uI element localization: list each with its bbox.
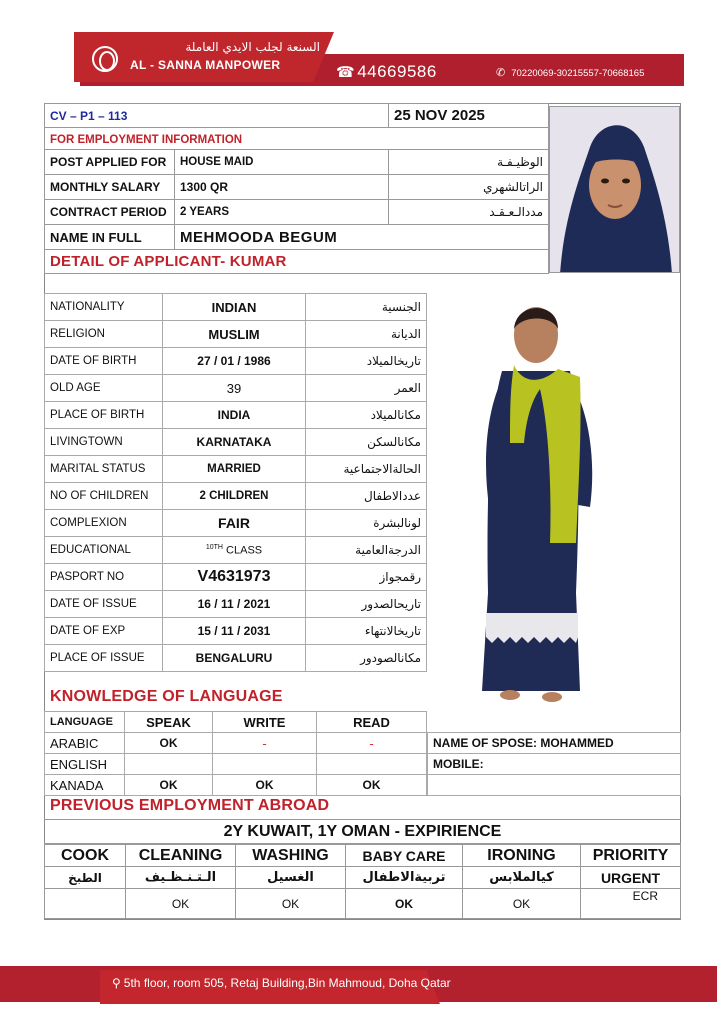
header-phone xyxy=(336,62,437,82)
post-applied-label: POST APPLIED FOR xyxy=(45,150,175,175)
detail-value: 16 / 11 / 2021 xyxy=(163,591,306,618)
contract-arabic: مددالـعـقـد xyxy=(389,200,549,225)
language-col-header: LANGUAGE xyxy=(45,712,125,733)
detail-row xyxy=(45,402,427,429)
company-name-arabic: السنعة لجلب الايدي العاملة xyxy=(185,40,320,54)
speak-col-header: SPEAK xyxy=(125,712,213,733)
skill-status: OK xyxy=(236,889,346,919)
detail-value: INDIAN xyxy=(163,294,306,321)
post-applied-value: HOUSE MAID xyxy=(175,150,389,175)
skill-name: BABY CARE xyxy=(346,845,463,867)
full-name-label: NAME IN FULL xyxy=(45,225,175,250)
detail-label: NO OF CHILDREN xyxy=(45,483,163,510)
salary-label: MONTHLY SALARY xyxy=(45,175,175,200)
head-photo-illustration xyxy=(550,107,680,273)
detail-row xyxy=(45,645,427,672)
language-row xyxy=(45,733,427,754)
priority-status: ECR xyxy=(581,889,681,919)
detail-value: 27 / 01 / 1986 xyxy=(163,348,306,375)
language-section-title: KNOWLEDGE OF LANGUAGE xyxy=(50,688,283,705)
detail-row xyxy=(45,429,427,456)
telephone-icon: ☎ xyxy=(336,64,356,81)
detail-value: 2 CHILDREN xyxy=(163,483,306,510)
contract-value: 2 YEARS xyxy=(175,200,389,225)
skill-name: PRIORITY xyxy=(581,845,681,867)
detail-value: V4631973 xyxy=(163,564,306,591)
detail-label: RELIGION xyxy=(45,321,163,348)
write-col-header: WRITE xyxy=(213,712,317,733)
detail-value: MARRIED xyxy=(163,456,306,483)
detail-label: OLD AGE xyxy=(45,375,163,402)
language-header-row xyxy=(45,712,427,733)
applicant-head-photo xyxy=(549,106,680,273)
detail-arabic: العمر xyxy=(306,375,427,402)
detail-applicant-title: DETAIL OF APPLICANT- KUMAR xyxy=(45,250,549,274)
skill-arabic: تربيةالاطفال xyxy=(346,867,463,889)
language-row xyxy=(45,754,427,775)
skills-ar-row xyxy=(45,867,681,889)
language-write: OK xyxy=(213,775,317,796)
detail-label: MARITAL STATUS xyxy=(45,456,163,483)
mobile-phone-icon: ✆ xyxy=(496,67,506,79)
detail-arabic: مكانالصودور xyxy=(306,645,427,672)
detail-arabic: تاريحالصدور xyxy=(306,591,427,618)
skills-en-row xyxy=(45,845,681,867)
detail-arabic: الديانة xyxy=(306,321,427,348)
detail-row xyxy=(45,618,427,645)
detail-value xyxy=(163,537,306,564)
language-speak: OK xyxy=(125,775,213,796)
skill-name: WASHING xyxy=(236,845,346,867)
language-read: - xyxy=(317,733,427,754)
language-write: - xyxy=(213,733,317,754)
skill-arabic: الطبخ xyxy=(45,867,126,889)
detail-value: 15 / 11 / 2031 xyxy=(163,618,306,645)
skills-status-row xyxy=(45,889,681,919)
spouse-mobile: MOBILE: xyxy=(428,754,681,775)
company-header xyxy=(44,30,684,90)
skill-status: OK xyxy=(346,889,463,919)
language-speak xyxy=(125,754,213,775)
detail-label: EDUCATIONAL xyxy=(45,537,163,564)
detail-row xyxy=(45,483,427,510)
detail-row xyxy=(45,294,427,321)
cv-reference: CV – P1 – 113 xyxy=(45,104,389,128)
detail-arabic: الجنسية xyxy=(306,294,427,321)
skill-arabic: الـتـنـظـيف xyxy=(126,867,236,889)
detail-row xyxy=(45,537,427,564)
skills-table xyxy=(44,844,681,919)
mobile-numbers: 70220069-30215557-70668165 xyxy=(511,68,645,79)
language-row xyxy=(45,775,427,796)
skill-status: OK xyxy=(463,889,581,919)
language-name: KANADA xyxy=(45,775,125,796)
detail-value: MUSLIM xyxy=(163,321,306,348)
row-post-applied xyxy=(45,150,549,175)
detail-value: FAIR xyxy=(163,510,306,537)
language-read xyxy=(317,754,427,775)
language-write xyxy=(213,754,317,775)
experience-summary: 2Y KUWAIT, 1Y OMAN - EXPIRIENCE xyxy=(44,819,681,844)
post-applied-arabic: الوظيـفـة xyxy=(389,150,549,175)
skill-name: CLEANING xyxy=(126,845,236,867)
applicant-details-table xyxy=(44,293,427,672)
skill-arabic: الغسيل xyxy=(236,867,346,889)
detail-label: DATE OF EXP xyxy=(45,618,163,645)
skill-arabic: كيالملابس xyxy=(463,867,581,889)
detail-label: PASPORT NO xyxy=(45,564,163,591)
address-text: 5th floor, room 505, Retaj Building,Bin Mahmoud, Doha Qatar xyxy=(123,976,451,990)
footer-address xyxy=(112,976,451,990)
employment-section-title: FOR EMPLOYMENT INFORMATION xyxy=(45,128,549,150)
detail-value: 39 xyxy=(163,375,306,402)
header-mobiles xyxy=(496,66,644,79)
detail-label: COMPLEXION xyxy=(45,510,163,537)
read-col-header: READ xyxy=(317,712,427,733)
detail-value: KARNATAKA xyxy=(163,429,306,456)
detail-label: DATE OF ISSUE xyxy=(45,591,163,618)
detail-row xyxy=(45,510,427,537)
education-level: 10TH xyxy=(205,543,223,551)
detail-row xyxy=(45,321,427,348)
detail-row xyxy=(45,375,427,402)
language-read: OK xyxy=(317,775,427,796)
detail-label: LIVINGTOWN xyxy=(45,429,163,456)
row-full-name xyxy=(45,225,549,250)
contract-label: CONTRACT PERIOD xyxy=(45,200,175,225)
detail-arabic: الحالةالاجتماعية xyxy=(306,456,427,483)
priority-value: URGENT xyxy=(581,867,681,889)
spouse-name: NAME OF SPOSE: MOHAMMED xyxy=(428,733,681,754)
previous-employment-title: PREVIOUS EMPLOYMENT ABROAD xyxy=(50,797,330,814)
detail-row xyxy=(45,564,427,591)
language-name: ENGLISH xyxy=(45,754,125,775)
detail-label: PLACE OF BIRTH xyxy=(45,402,163,429)
salary-arabic: الراتالشهري xyxy=(389,175,549,200)
spouse-table xyxy=(427,732,681,796)
detail-arabic: مكانالسكن xyxy=(306,429,427,456)
skill-status xyxy=(45,889,126,919)
detail-arabic: تاريخالميلاد xyxy=(306,348,427,375)
detail-value: INDIA xyxy=(163,402,306,429)
detail-value: BENGALURU xyxy=(163,645,306,672)
phone-number: 44669586 xyxy=(357,62,437,81)
applicant-full-photo xyxy=(430,293,680,731)
cv-date: 25 NOV 2025 xyxy=(389,104,549,128)
full-name-value: MEHMOODA BEGUM xyxy=(175,225,549,250)
detail-row xyxy=(45,591,427,618)
detail-arabic: عددالاطفال xyxy=(306,483,427,510)
detail-arabic: لونالبشرة xyxy=(306,510,427,537)
detail-row xyxy=(45,456,427,483)
detail-label: DATE OF BIRTH xyxy=(45,348,163,375)
detail-arabic: رقمجواز xyxy=(306,564,427,591)
skill-name: COOK xyxy=(45,845,126,867)
full-photo-illustration xyxy=(430,293,680,731)
detail-arabic: مكانالميلاد xyxy=(306,402,427,429)
skill-name: IRONING xyxy=(463,845,581,867)
location-pin-icon: ⚲ xyxy=(112,976,121,990)
education-class: CLASS xyxy=(226,544,263,557)
language-speak: OK xyxy=(125,733,213,754)
detail-row xyxy=(45,348,427,375)
salary-value: 1300 QR xyxy=(175,175,389,200)
detail-label: NATIONALITY xyxy=(45,294,163,321)
company-name-english: AL - SANNA MANPOWER xyxy=(130,58,281,72)
language-table xyxy=(44,711,427,796)
skill-status: OK xyxy=(126,889,236,919)
language-name: ARABIC xyxy=(45,733,125,754)
employment-info-table xyxy=(44,103,549,274)
spouse-empty-cell xyxy=(428,775,681,796)
row-monthly-salary xyxy=(45,175,549,200)
row-contract-period xyxy=(45,200,549,225)
detail-arabic: تاريخالانتهاء xyxy=(306,618,427,645)
detail-arabic: الدرجةالعامية xyxy=(306,537,427,564)
detail-label: PLACE OF ISSUE xyxy=(45,645,163,672)
globe-logo-icon xyxy=(92,46,118,72)
